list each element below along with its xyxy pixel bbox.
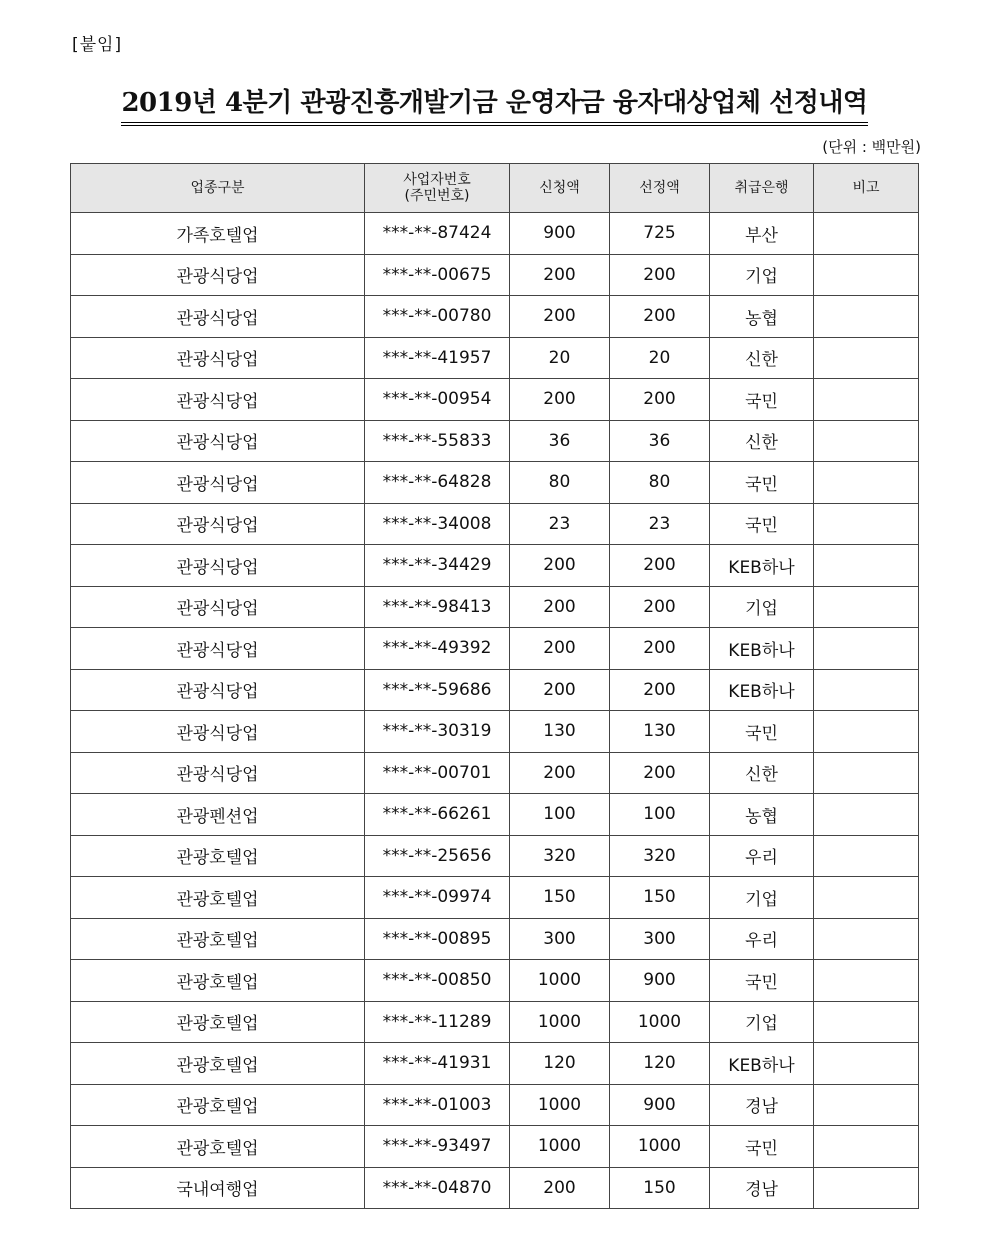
cell-requested-amount: 120 <box>510 1043 610 1085</box>
cell-business-number: ***-**-00701 <box>365 752 510 794</box>
cell-selected-amount: 200 <box>610 628 710 670</box>
cell-industry: 관광식당업 <box>71 462 365 504</box>
cell-bank: 경남 <box>710 1167 814 1209</box>
cell-business-number: ***-**-11289 <box>365 1001 510 1043</box>
cell-remarks <box>814 586 919 628</box>
header-remarks: 비고 <box>814 164 919 213</box>
cell-industry: 관광호텔업 <box>71 1126 365 1168</box>
cell-remarks <box>814 918 919 960</box>
cell-selected-amount: 20 <box>610 337 710 379</box>
cell-remarks <box>814 545 919 587</box>
cell-remarks <box>814 628 919 670</box>
cell-selected-amount: 200 <box>610 669 710 711</box>
cell-selected-amount: 100 <box>610 794 710 836</box>
cell-industry: 관광호텔업 <box>71 835 365 877</box>
cell-business-number: ***-**-30319 <box>365 711 510 753</box>
cell-business-number: ***-**-09974 <box>365 877 510 919</box>
cell-requested-amount: 300 <box>510 918 610 960</box>
cell-remarks <box>814 503 919 545</box>
cell-business-number: ***-**-93497 <box>365 1126 510 1168</box>
cell-remarks <box>814 420 919 462</box>
cell-selected-amount: 900 <box>610 960 710 1002</box>
cell-industry: 가족호텔업 <box>71 213 365 255</box>
cell-industry: 관광식당업 <box>71 254 365 296</box>
cell-bank: 신한 <box>710 752 814 794</box>
cell-industry: 관광호텔업 <box>71 1001 365 1043</box>
cell-industry: 관광식당업 <box>71 628 365 670</box>
cell-industry: 관광펜션업 <box>71 794 365 836</box>
cell-business-number: ***-**-00780 <box>365 296 510 338</box>
cell-requested-amount: 100 <box>510 794 610 836</box>
cell-industry: 관광호텔업 <box>71 1043 365 1085</box>
cell-industry: 관광식당업 <box>71 503 365 545</box>
cell-industry: 관광식당업 <box>71 296 365 338</box>
cell-business-number: ***-**-25656 <box>365 835 510 877</box>
table-row <box>71 337 919 379</box>
cell-selected-amount: 300 <box>610 918 710 960</box>
cell-business-number: ***-**-87424 <box>365 213 510 255</box>
cell-requested-amount: 200 <box>510 586 610 628</box>
table-row <box>71 462 919 504</box>
header-requested-amount: 신청액 <box>510 164 610 213</box>
cell-business-number: ***-**-04870 <box>365 1167 510 1209</box>
cell-industry: 관광식당업 <box>71 337 365 379</box>
cell-remarks <box>814 877 919 919</box>
cell-bank: 우리 <box>710 918 814 960</box>
cell-remarks <box>814 254 919 296</box>
cell-selected-amount: 320 <box>610 835 710 877</box>
cell-bank: 신한 <box>710 420 814 462</box>
cell-requested-amount: 200 <box>510 1167 610 1209</box>
cell-selected-amount: 120 <box>610 1043 710 1085</box>
table-row <box>71 752 919 794</box>
cell-industry: 관광식당업 <box>71 420 365 462</box>
table-row <box>71 1167 919 1209</box>
cell-bank: 농협 <box>710 794 814 836</box>
cell-bank: 기업 <box>710 586 814 628</box>
cell-industry: 관광호텔업 <box>71 960 365 1002</box>
cell-requested-amount: 200 <box>510 628 610 670</box>
document-title-wrap <box>0 82 989 126</box>
cell-selected-amount: 200 <box>610 379 710 421</box>
cell-requested-amount: 1000 <box>510 1126 610 1168</box>
cell-industry: 관광식당업 <box>71 711 365 753</box>
cell-bank: 신한 <box>710 337 814 379</box>
table-row <box>71 296 919 338</box>
table-row <box>71 1126 919 1168</box>
cell-bank: 부산 <box>710 213 814 255</box>
cell-business-number: ***-**-98413 <box>365 586 510 628</box>
cell-industry: 관광호텔업 <box>71 1084 365 1126</box>
table-row <box>71 1001 919 1043</box>
cell-business-number: ***-**-00850 <box>365 960 510 1002</box>
cell-remarks <box>814 337 919 379</box>
cell-requested-amount: 200 <box>510 752 610 794</box>
cell-bank: KEB하나 <box>710 669 814 711</box>
cell-selected-amount: 36 <box>610 420 710 462</box>
cell-requested-amount: 900 <box>510 213 610 255</box>
cell-requested-amount: 1000 <box>510 1001 610 1043</box>
cell-business-number: ***-**-01003 <box>365 1084 510 1126</box>
table-row <box>71 586 919 628</box>
cell-bank: 우리 <box>710 835 814 877</box>
cell-bank: KEB하나 <box>710 1043 814 1085</box>
attachment-label: [붙임] <box>72 35 123 55</box>
cell-requested-amount: 130 <box>510 711 610 753</box>
cell-bank: 국민 <box>710 960 814 1002</box>
cell-business-number: ***-**-00895 <box>365 918 510 960</box>
table-body <box>71 213 919 1209</box>
table-row <box>71 1084 919 1126</box>
cell-remarks <box>814 711 919 753</box>
cell-requested-amount: 150 <box>510 877 610 919</box>
cell-requested-amount: 20 <box>510 337 610 379</box>
cell-bank: 기업 <box>710 877 814 919</box>
cell-remarks <box>814 462 919 504</box>
cell-business-number: ***-**-34008 <box>365 503 510 545</box>
table-row <box>71 711 919 753</box>
cell-industry: 관광식당업 <box>71 752 365 794</box>
cell-bank: 국민 <box>710 503 814 545</box>
cell-remarks <box>814 213 919 255</box>
cell-bank: 경남 <box>710 1084 814 1126</box>
cell-business-number: ***-**-41957 <box>365 337 510 379</box>
cell-remarks <box>814 794 919 836</box>
table-row <box>71 960 919 1002</box>
cell-requested-amount: 36 <box>510 420 610 462</box>
cell-requested-amount: 80 <box>510 462 610 504</box>
cell-selected-amount: 200 <box>610 586 710 628</box>
cell-remarks <box>814 752 919 794</box>
cell-selected-amount: 200 <box>610 296 710 338</box>
cell-industry: 관광식당업 <box>71 379 365 421</box>
table-row <box>71 877 919 919</box>
header-business-number-line2: (주민번호) <box>404 188 470 204</box>
cell-remarks <box>814 1043 919 1085</box>
cell-selected-amount: 725 <box>610 213 710 255</box>
cell-bank: 기업 <box>710 254 814 296</box>
cell-business-number: ***-**-34429 <box>365 545 510 587</box>
cell-requested-amount: 200 <box>510 669 610 711</box>
table-row <box>71 420 919 462</box>
cell-selected-amount: 150 <box>610 1167 710 1209</box>
cell-requested-amount: 200 <box>510 254 610 296</box>
cell-selected-amount: 130 <box>610 711 710 753</box>
cell-requested-amount: 200 <box>510 545 610 587</box>
table-row <box>71 379 919 421</box>
cell-business-number: ***-**-00954 <box>365 379 510 421</box>
header-business-number <box>365 164 510 213</box>
cell-remarks <box>814 1001 919 1043</box>
table-row <box>71 669 919 711</box>
cell-industry: 관광식당업 <box>71 669 365 711</box>
table-row <box>71 254 919 296</box>
cell-business-number: ***-**-64828 <box>365 462 510 504</box>
header-selected-amount: 선정액 <box>610 164 710 213</box>
cell-selected-amount: 80 <box>610 462 710 504</box>
cell-industry: 관광호텔업 <box>71 918 365 960</box>
document-title: 2019년 4분기 관광진흥개발기금 운영자금 융자대상업체 선정내역 <box>121 82 867 126</box>
header-business-number-line1: 사업자번호 <box>403 172 471 188</box>
cell-bank: 국민 <box>710 462 814 504</box>
table-row <box>71 503 919 545</box>
cell-bank: 국민 <box>710 711 814 753</box>
cell-bank: 국민 <box>710 1126 814 1168</box>
table-row <box>71 1043 919 1085</box>
cell-selected-amount: 1000 <box>610 1001 710 1043</box>
cell-bank: 농협 <box>710 296 814 338</box>
cell-selected-amount: 900 <box>610 1084 710 1126</box>
cell-business-number: ***-**-66261 <box>365 794 510 836</box>
table-row <box>71 545 919 587</box>
header-bank: 취급은행 <box>710 164 814 213</box>
table-row <box>71 794 919 836</box>
unit-note: (단위 : 백만원) <box>822 138 921 156</box>
cell-selected-amount: 23 <box>610 503 710 545</box>
cell-bank: KEB하나 <box>710 545 814 587</box>
table-row <box>71 835 919 877</box>
cell-selected-amount: 200 <box>610 752 710 794</box>
cell-business-number: ***-**-41931 <box>365 1043 510 1085</box>
cell-remarks <box>814 1167 919 1209</box>
header-industry: 업종구분 <box>71 164 365 213</box>
table-row <box>71 628 919 670</box>
cell-remarks <box>814 960 919 1002</box>
cell-remarks <box>814 669 919 711</box>
cell-bank: KEB하나 <box>710 628 814 670</box>
cell-business-number: ***-**-59686 <box>365 669 510 711</box>
cell-remarks <box>814 379 919 421</box>
cell-requested-amount: 200 <box>510 296 610 338</box>
cell-industry: 국내여행업 <box>71 1167 365 1209</box>
cell-remarks <box>814 1126 919 1168</box>
cell-requested-amount: 23 <box>510 503 610 545</box>
cell-industry: 관광식당업 <box>71 586 365 628</box>
cell-industry: 관광호텔업 <box>71 877 365 919</box>
table-row <box>71 213 919 255</box>
cell-business-number: ***-**-00675 <box>365 254 510 296</box>
cell-selected-amount: 1000 <box>610 1126 710 1168</box>
cell-selected-amount: 200 <box>610 254 710 296</box>
cell-industry: 관광식당업 <box>71 545 365 587</box>
table-header-row <box>71 164 919 213</box>
cell-bank: 기업 <box>710 1001 814 1043</box>
table-row <box>71 918 919 960</box>
cell-selected-amount: 150 <box>610 877 710 919</box>
cell-remarks <box>814 835 919 877</box>
cell-requested-amount: 320 <box>510 835 610 877</box>
cell-requested-amount: 1000 <box>510 960 610 1002</box>
cell-business-number: ***-**-49392 <box>365 628 510 670</box>
cell-remarks <box>814 1084 919 1126</box>
loan-selection-table <box>70 163 919 1209</box>
cell-requested-amount: 200 <box>510 379 610 421</box>
cell-remarks <box>814 296 919 338</box>
cell-bank: 국민 <box>710 379 814 421</box>
cell-business-number: ***-**-55833 <box>365 420 510 462</box>
cell-requested-amount: 1000 <box>510 1084 610 1126</box>
cell-selected-amount: 200 <box>610 545 710 587</box>
